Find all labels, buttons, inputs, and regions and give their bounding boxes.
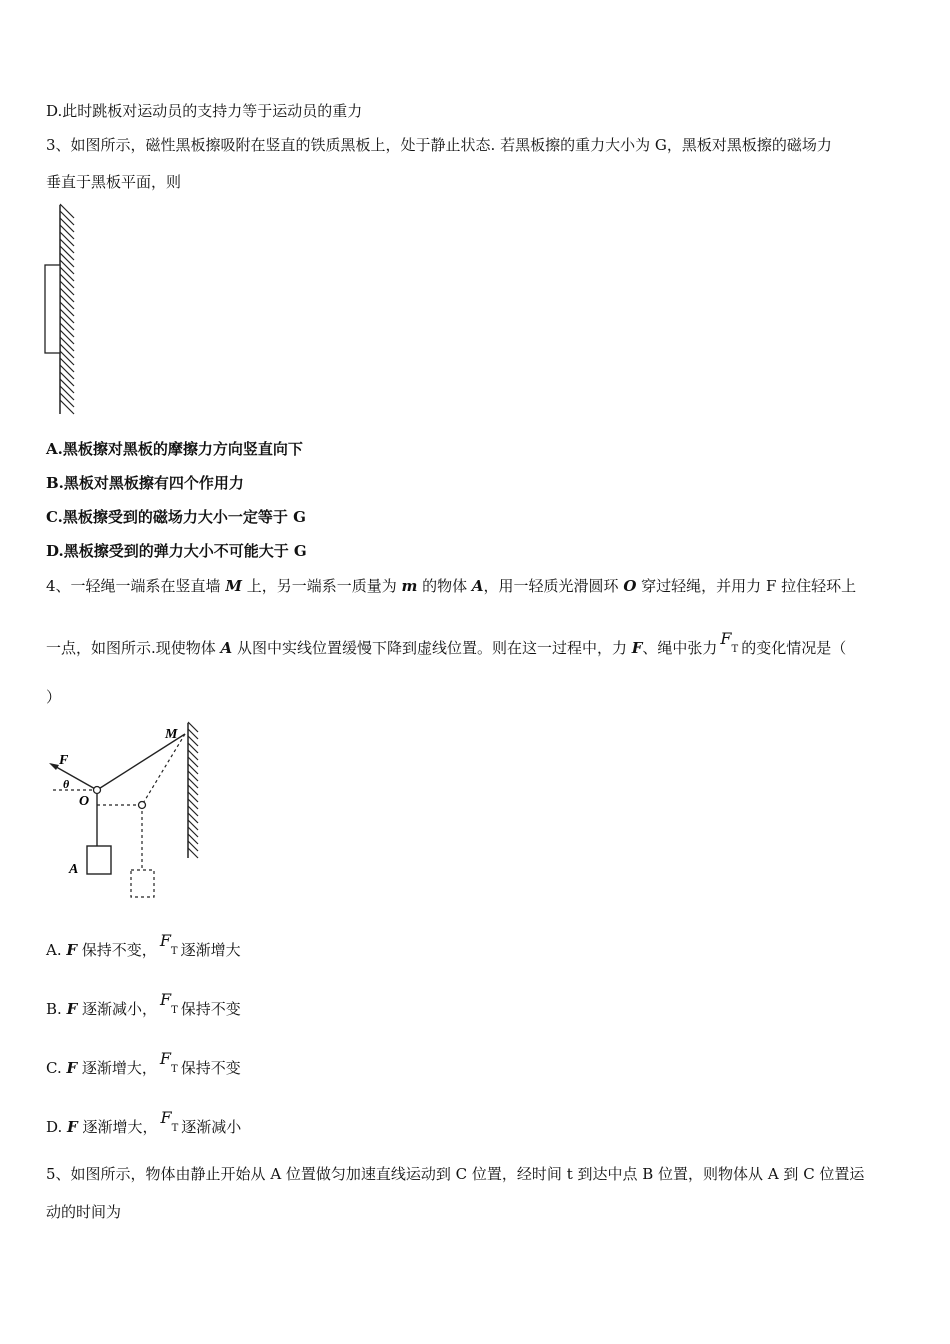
ring-o-solid — [94, 787, 101, 794]
label-theta: θ — [63, 777, 70, 791]
wall-hatch-line — [60, 358, 74, 372]
wall-hatch-line — [60, 393, 74, 407]
block-a-dashed — [131, 870, 154, 897]
block-a-solid — [87, 846, 111, 874]
q3-option-b: B.黑板对黑板擦有四个作用力 — [46, 474, 244, 492]
wall-hatch-line — [60, 239, 74, 253]
wall-hatch-line — [60, 211, 74, 225]
q3-figure-blackboard — [40, 200, 85, 420]
q4-stem-line2: 一点，如图所示.现使物体 A 从图中实线位置缓慢下降到虚线位置。则在这一过程中，力 F、绳中张力 $F_T$ 的变化情况是（ — [46, 629, 847, 657]
wall-hatch-line — [60, 232, 74, 246]
q3-option-c: C.黑板擦受到的磁场力大小一定等于 G — [46, 508, 306, 526]
q3-stem-line1: 3、如图所示，磁性黑板擦吸附在竖直的铁质黑板上，处于静止状态. 若黑板擦的重力大小为 G，黑板对黑板擦的磁场力 — [46, 136, 832, 154]
q5-stem-line2: 动的时间为 — [46, 1203, 122, 1221]
wall-hatch-line — [60, 330, 74, 344]
wall-hatch-line — [60, 323, 74, 337]
q4-option-a: A. F 保持不变， $F_T$ 逐渐增大 — [46, 931, 241, 959]
tension-symbol: $F_T$ — [720, 629, 739, 656]
wall-hatch-line — [60, 372, 74, 386]
q3-option-d: D.黑板擦受到的弹力大小不可能大于 G — [46, 542, 307, 560]
wall-hatch-line — [60, 281, 74, 295]
wall-hatch-line — [60, 274, 74, 288]
wall-hatch-line — [60, 295, 74, 309]
label-o: O — [79, 794, 90, 809]
wall-hatch-line — [60, 365, 74, 379]
wall-hatch-line — [60, 316, 74, 330]
q4-option-c: C. F 逐渐增大， $F_T$ 保持不变 — [46, 1049, 241, 1077]
label-f: F — [59, 753, 69, 768]
wall-hatch-line — [60, 302, 74, 316]
q4-figure-rope-ring — [45, 718, 205, 908]
wall-hatch-line — [60, 344, 74, 358]
wall-hatch-line — [60, 260, 74, 274]
q3-stem-line2: 垂直于黑板平面，则 — [46, 173, 182, 191]
ring-o-dashed — [139, 802, 146, 809]
wall-hatch-line — [60, 253, 74, 267]
q5-stem-line1: 5、如图所示，物体由静止开始从 A 位置做匀加速直线运动到 C 位置，经时间 t 到达中点 B 位置，则物体从 A 到 C 位置运 — [46, 1165, 865, 1183]
label-a: A — [69, 862, 79, 877]
wall-hatch-line — [60, 267, 74, 281]
wall-hatch-line — [60, 288, 74, 302]
q2-option-d: D.此时跳板对运动员的支持力等于运动员的重力 — [46, 102, 363, 120]
q4-option-b: B. F 逐渐减小， $F_T$ 保持不变 — [46, 990, 241, 1018]
q4-option-d: D. F 逐渐增大， $F_T$ 逐渐减小 — [46, 1108, 242, 1136]
wall-hatch-line — [60, 218, 74, 232]
blackboard-eraser — [45, 265, 60, 353]
wall-hatch-line — [60, 337, 74, 351]
wall-hatch-line — [60, 225, 74, 239]
q4-stem-line1: 4、一轻绳一端系在竖直墙 M 上，另一端系一质量为 m 的物体 A，用一轻质光滑圆环 O 穿过轻绳，并用力 F 拉住轻环上 — [46, 577, 857, 595]
wall-hatch-line — [60, 309, 74, 323]
wall-hatch-line — [60, 246, 74, 260]
q3-option-a: A.黑板擦对黑板的摩擦力方向竖直向下 — [46, 440, 303, 458]
wall-hatch-line — [60, 204, 74, 218]
wall-hatch-line — [60, 379, 74, 393]
q4-stem-line3: ） — [46, 688, 62, 706]
label-m: M — [165, 727, 178, 742]
wall-hatch-line — [60, 400, 74, 414]
wall-hatch-line — [60, 386, 74, 400]
wall-hatch-line — [60, 351, 74, 365]
